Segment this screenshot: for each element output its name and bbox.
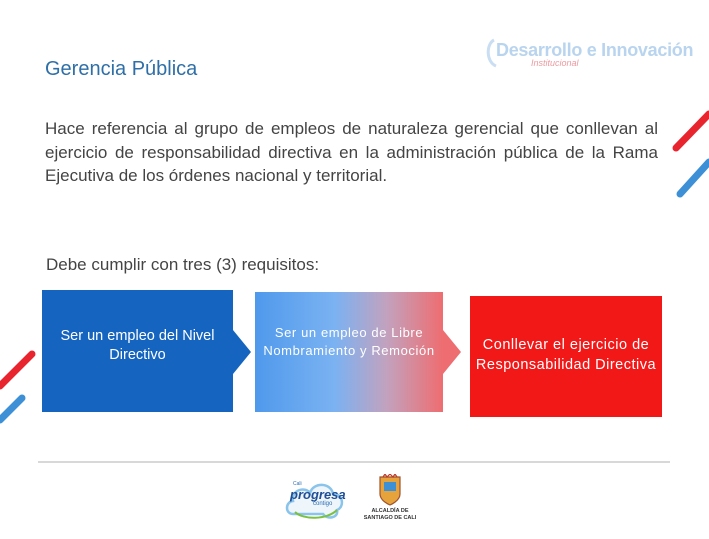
logo-tagline: Institucional [531,58,579,68]
requirement-card-libre-nombramiento [255,292,443,412]
desarrollo-innovacion-logo [486,36,692,72]
cali-logo-line2: progresa [290,487,346,502]
alcaldia-line1: ALCALDÍA DE [371,508,409,514]
arrow-right-icon [443,330,461,374]
cali-logo-line3: contigo [313,501,333,507]
requirement-label: Ser un empleo de Libre Nombramiento y Remoción [263,325,435,358]
logo-name: Desarrollo e Innovación [496,40,694,60]
coat-of-arms-icon [377,474,403,506]
decorative-stripes-left-icon [0,350,40,430]
requirement-label: Ser un empleo del Nivel Directivo [60,327,215,363]
description-paragraph: Hace referencia al grupo de empleos de naturaleza gerencial que conllevan al ejercicio de responsabilidad directiva en la administración pública de la Rama Ejecutiva de los órdenes nacional y territorial. [45,119,658,185]
requirement-label: Conllevar el ejercicio de Responsabilidad Directiva [475,337,657,373]
alcaldia-line2: SANTIAGO DE CALI [363,515,417,521]
alcaldia-cali-logo [355,474,425,526]
cali-logo-line1: Cali [293,481,302,487]
requirements-heading: Debe cumplir con tres (3) requisitos: [46,255,320,274]
cali-progresa-logo [283,474,347,524]
decorative-stripes-right-icon [672,110,709,200]
arrow-right-icon [233,330,251,374]
footer-divider [38,461,670,463]
requirement-card-responsabilidad-directiva [470,296,662,417]
requirement-card-nivel-directivo [42,290,233,412]
page-title: Gerencia Pública [45,58,198,80]
